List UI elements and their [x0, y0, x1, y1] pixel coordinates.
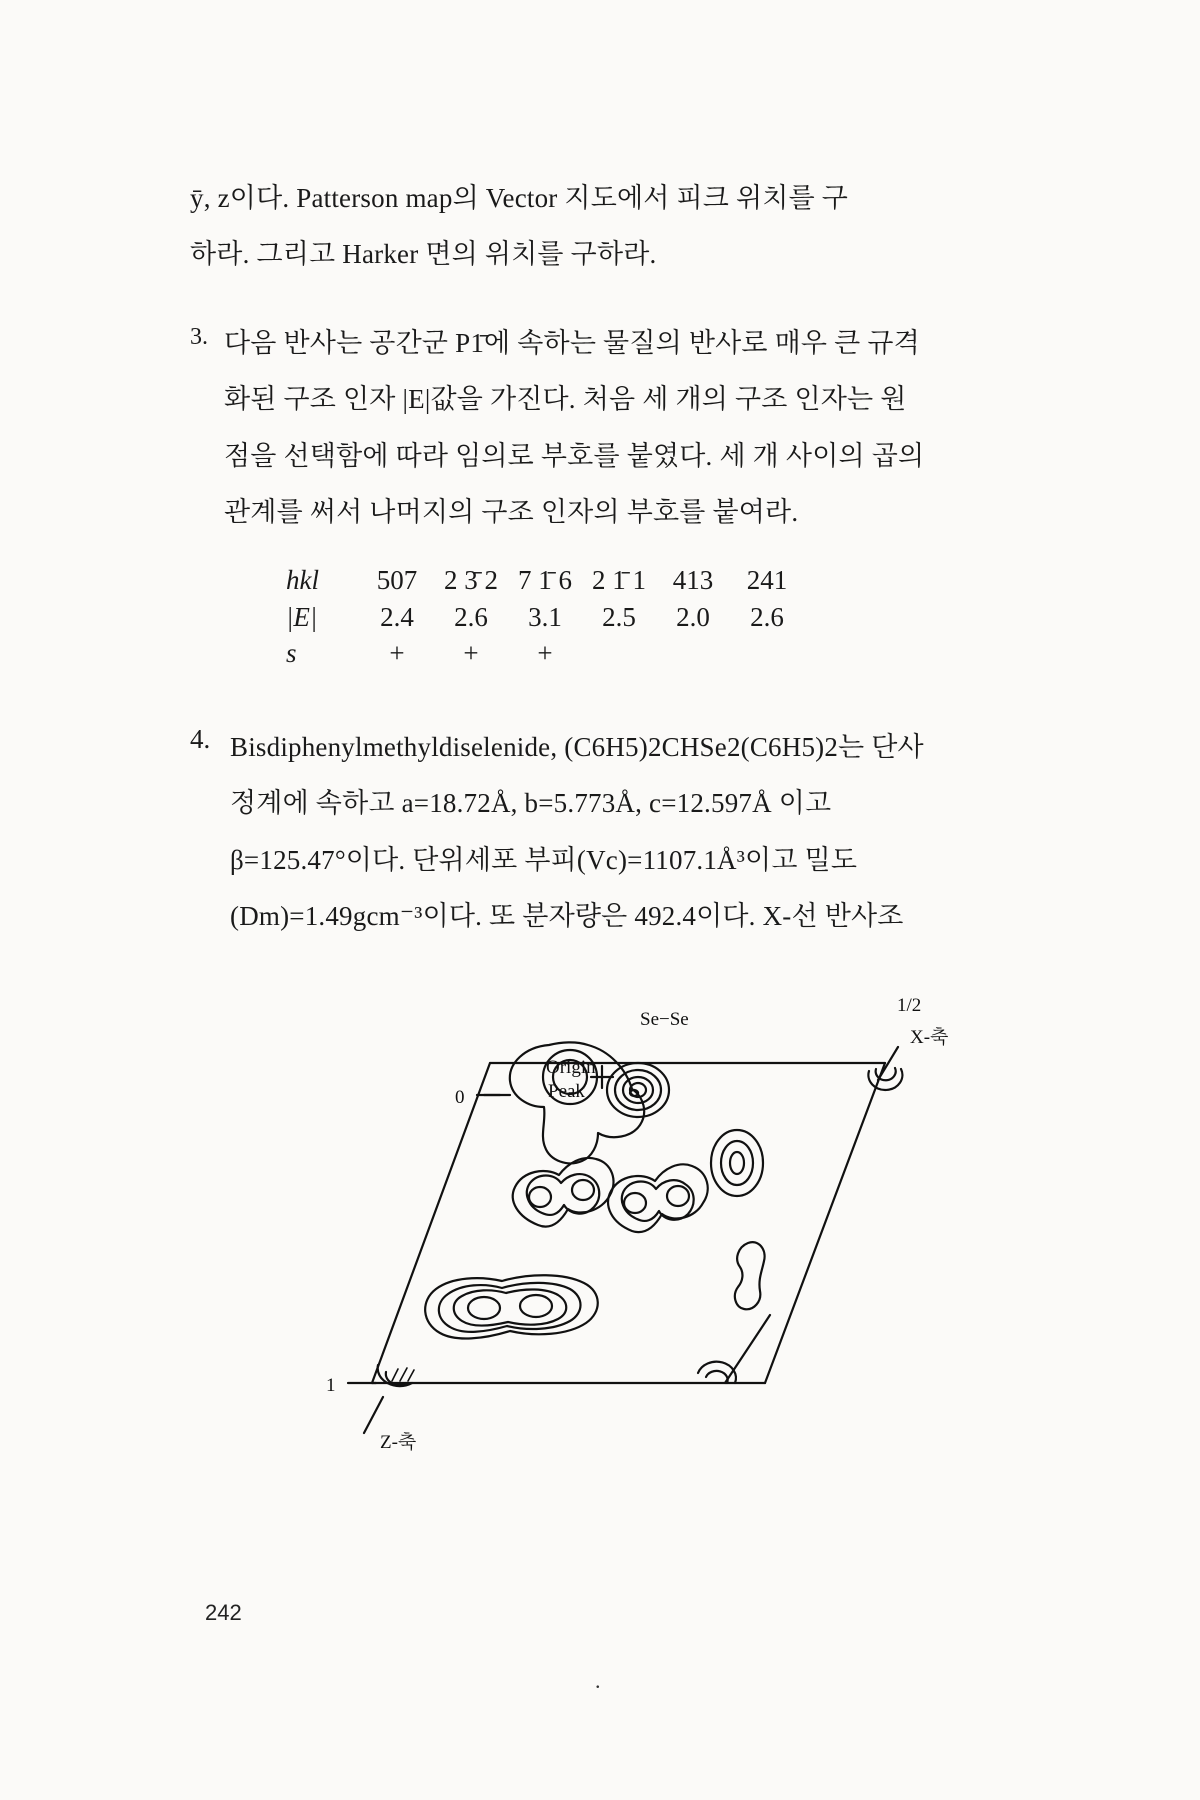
cell-e-0: 2.4	[380, 601, 414, 632]
table-row-s	[286, 636, 804, 672]
question-3-line4: 관계를 써서 나머지의 구조 인자의 부호를 붙여라.	[224, 497, 799, 528]
cell-s-5	[730, 636, 804, 672]
peak-bottom-mid-2	[706, 1371, 728, 1383]
cell-hkl-1: 2 3̄ 2	[444, 564, 498, 595]
label-x-axis: X-축	[910, 1027, 949, 1048]
label-half: 1/2	[897, 995, 922, 1016]
cell-hkl-2: 7 1̄ 6	[518, 564, 572, 595]
text-column	[190, 175, 1040, 949]
row-label-e: |E|	[286, 601, 318, 632]
corner-peak-top-right-2	[876, 1068, 896, 1080]
question-3-line1: 다음 반사는 공간군 P1̄에 속하는 물질의 반사로 매우 큰 규격	[224, 327, 920, 358]
top-paragraph-line1: ȳ, z이다. Patterson map의 Vector 지도에서 피크 위치를 구	[190, 183, 849, 213]
cell-e-3: 2.5	[602, 601, 636, 632]
mid-double-peak-core-a	[624, 1193, 646, 1213]
question-4-number: 4.	[190, 723, 211, 754]
se-se-contour-3	[623, 1077, 653, 1103]
cell-e-4: 2.0	[676, 601, 710, 632]
right-peak-contour-3	[730, 1152, 744, 1174]
table-row-e	[286, 599, 804, 636]
small-curved-peak	[735, 1242, 765, 1309]
footer-mark: .	[595, 1668, 601, 1693]
cell-hkl-3: 2 1̄ 1	[592, 564, 646, 595]
label-origin-line1: Origin	[546, 1057, 596, 1078]
table-row-hkl	[286, 562, 804, 599]
label-zero: 0	[455, 1087, 465, 1108]
question-4-line2: 정계에 속하고 a=18.72Å, b=5.773Å, c=12.597Å 이고	[230, 788, 832, 819]
mid-double-peak-core-b	[667, 1186, 689, 1206]
corner-hatch	[392, 1368, 414, 1381]
left-double-peak-core-a	[529, 1187, 551, 1207]
bottom-peak-core-a	[468, 1297, 500, 1319]
bottom-mid-diagonal	[725, 1315, 770, 1383]
cell-e-1: 2.6	[454, 601, 488, 632]
cell-e-5: 2.6	[750, 601, 784, 632]
top-paragraph-line2: 하라. 그리고 Harker 면의 위치를 구하라.	[190, 239, 657, 270]
cell-s-0: +	[389, 637, 405, 668]
cell-hkl-0: 507	[376, 564, 418, 595]
right-peak-contour-2	[721, 1141, 753, 1185]
cell-edge-left	[372, 1063, 490, 1383]
cell-hkl-5: 241	[746, 564, 788, 595]
page-number: 242	[205, 1600, 242, 1625]
figure-patterson-map	[140, 985, 1070, 1465]
bottom-peak-core-b	[520, 1295, 552, 1317]
label-z-axis: Z-축	[380, 1432, 417, 1453]
question-3-line3: 점을 선택함에 따라 임의로 부호를 붙였다. 세 개 사이의 곱의	[224, 440, 925, 471]
question-4-line4: (Dm)=1.49gcm⁻³이다. 또 분자량은 492.4이다. X-선 반사조	[230, 900, 904, 931]
cell-s-2: +	[537, 637, 553, 668]
question-3-line2: 화된 구조 인자 |E|값을 가진다. 처음 세 개의 구조 인자는 원	[224, 384, 907, 415]
row-label-hkl: hkl	[286, 564, 319, 595]
cell-edge-right	[765, 1063, 885, 1383]
label-origin-line2: Peak	[548, 1081, 585, 1102]
label-se-se: Se−Se	[640, 1009, 689, 1030]
structure-factor-table	[286, 562, 804, 672]
label-one: 1	[326, 1375, 336, 1396]
cell-s-3	[582, 636, 656, 672]
question-4	[190, 724, 1040, 940]
peak-bottom-mid-1	[698, 1362, 736, 1383]
bottom-peak-contour-3	[454, 1289, 567, 1325]
left-double-peak-core-b	[572, 1180, 594, 1200]
cell-s-4	[656, 636, 730, 672]
question-4-line3: β=125.47°이다. 단위세포 부피(Vc)=1107.1Å³이고 밀도	[230, 844, 858, 875]
question-4-line1: Bisdiphenylmethyldiselenide, (C6H5)2CHSe2(C6H5)2는 단사	[230, 731, 924, 762]
question-3	[190, 320, 1040, 672]
cell-s-1: +	[463, 637, 479, 668]
cell-hkl-4: 413	[672, 564, 714, 595]
cell-e-2: 3.1	[528, 601, 562, 632]
question-3-number: 3.	[190, 323, 208, 350]
bottom-peak-contour-2	[439, 1283, 581, 1332]
row-label-s: s	[286, 637, 297, 668]
z-axis-tick	[364, 1397, 383, 1433]
